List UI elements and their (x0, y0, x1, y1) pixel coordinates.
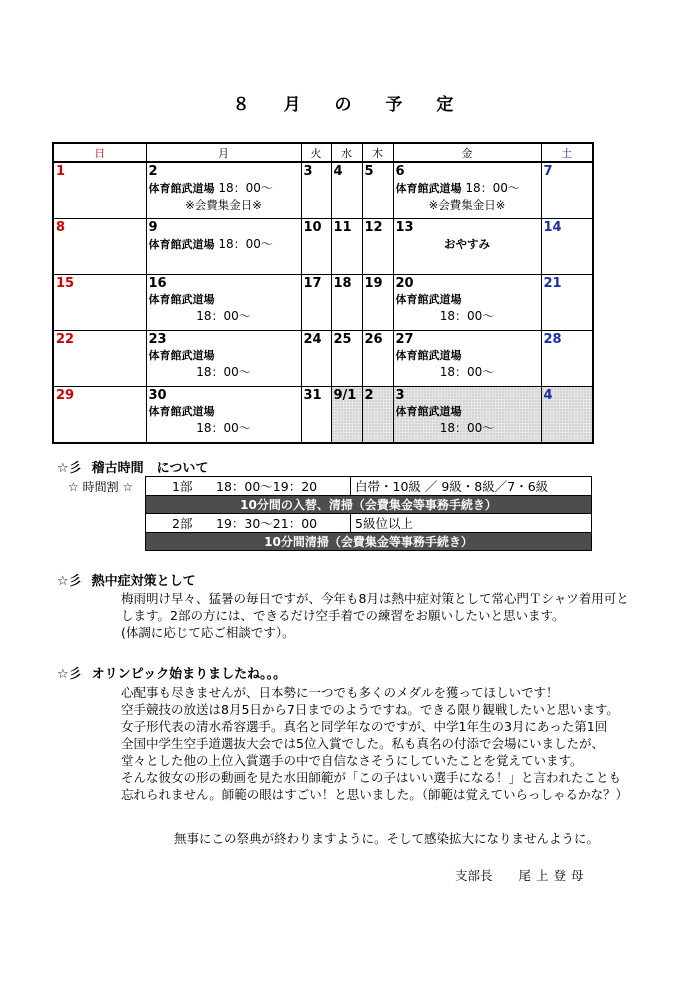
calendar-week-row (53, 162, 593, 219)
day-number: 5 (364, 164, 374, 179)
day-cell-next-month (541, 387, 593, 444)
header-thu: 木 (362, 143, 393, 162)
practice-venue: 体育館武道場 (395, 182, 462, 195)
header-sat: 土 (541, 143, 593, 162)
day-number: 4 (543, 388, 553, 403)
day-cell (541, 162, 593, 219)
header-sun: 日 (53, 143, 146, 162)
day-cell (146, 275, 301, 331)
section-practice-heading (57, 457, 208, 476)
section-heatstroke-heading (57, 570, 196, 589)
day-cell (393, 275, 541, 331)
holiday-note: おやすみ (444, 237, 490, 251)
day-cell (53, 162, 146, 219)
day-cell (393, 331, 541, 387)
part-time: 18：00～19：20 (216, 479, 318, 494)
day-cell (146, 162, 301, 219)
timetable-row (146, 514, 592, 533)
day-cell (362, 331, 393, 387)
day-number: 23 (148, 332, 167, 347)
calendar-week-row (53, 219, 593, 275)
day-number: 12 (364, 220, 383, 235)
section-olympic-heading (57, 663, 286, 682)
day-number: 2 (148, 164, 158, 179)
part-label: 1部 (172, 479, 193, 494)
practice-venue: 体育館武道場 (395, 293, 462, 306)
practice-venue: 体育館武道場 (148, 405, 215, 418)
timetable (145, 476, 592, 551)
practice-info (396, 180, 539, 197)
calendar-table (52, 142, 594, 444)
day-number: 22 (56, 332, 75, 347)
practice-time: 18：00～ (218, 181, 273, 195)
day-number: 11 (333, 220, 352, 235)
day-cell (331, 331, 362, 387)
day-cell (53, 387, 146, 444)
practice-venue: 体育館武道場 (395, 349, 462, 362)
day-cell (331, 219, 362, 275)
day-cell (301, 387, 331, 444)
paragraph-line: 心配事も尽きませんが、日本勢に一つでも多くのメダルを獲ってほしいです！ (121, 685, 559, 700)
day-cell (393, 219, 541, 275)
star-icon: ☆彡 (57, 667, 82, 682)
practice-venue: 体育館武道場 (395, 405, 462, 418)
practice-time: 18：00～ (196, 421, 251, 435)
practice-info (149, 236, 299, 253)
practice-venue: 体育館武道場 (148, 349, 215, 362)
day-cell (53, 219, 146, 275)
calendar-week-row (53, 387, 593, 444)
practice-time: 18：00～ (439, 309, 495, 323)
paragraph-line: 堂々とした他の上位入賞選手の中で自信なさそうにしていたことを覚えています。 (121, 753, 583, 768)
signature (455, 866, 589, 884)
day-number: 6 (395, 164, 405, 179)
day-number: 27 (395, 332, 414, 347)
day-cell (362, 219, 393, 275)
paragraph-line: そんな彼女の形の動画を見た水田師範が「この子はいい選手になる！」と言われたことも (121, 770, 622, 785)
day-number: 14 (543, 220, 562, 235)
day-cell (362, 162, 393, 219)
timetable-slot (146, 514, 351, 533)
day-cell (331, 162, 362, 219)
day-number: 20 (395, 276, 414, 291)
day-number: 2 (364, 388, 374, 403)
timetable-row (146, 533, 592, 551)
day-number: 10 (303, 220, 322, 235)
star-icon: ☆彡 (57, 461, 82, 476)
day-number: 1 (56, 164, 66, 179)
day-number: 26 (364, 332, 383, 347)
day-number: 16 (148, 276, 167, 291)
paragraph-line: 全国中学生空手道選抜大会では5位入賞でした。私も真名の付添で会場にいましたが、 (121, 736, 604, 751)
fee-note: ※会費集金日※ (185, 198, 262, 212)
day-cell-next-month (362, 387, 393, 444)
practice-time: 18：00～ (439, 421, 495, 435)
day-number: 30 (148, 388, 167, 403)
part-target: 白帯・10級 ／ 9級・8級／7・6級 (351, 477, 592, 496)
header-mon: 月 (146, 143, 301, 162)
day-number: 31 (303, 388, 322, 403)
paragraph-line: 梅雨明け早々、猛暑の毎日ですが、今年も8月は熱中症対策として常心門Ｔシャツ着用可と (121, 591, 629, 606)
timetable-row (146, 477, 592, 496)
timetable-row (146, 496, 592, 514)
header-tue: 火 (301, 143, 331, 162)
heatstroke-paragraph (121, 590, 629, 641)
calendar-week-row (53, 275, 593, 331)
day-number: 25 (333, 332, 352, 347)
day-cell (362, 275, 393, 331)
practice-time: 18：00～ (218, 237, 273, 251)
day-number: 9 (148, 220, 158, 235)
interval-bar: 10分間清掃（会費集金等事務手続き） (146, 533, 592, 551)
calendar-week-row (53, 331, 593, 387)
page-title: ８ 月 の 予 定 (232, 95, 468, 115)
day-number: 15 (56, 276, 75, 291)
day-number: 19 (364, 276, 383, 291)
day-number: 9/1 (333, 388, 357, 403)
day-cell-next-month (393, 387, 541, 444)
practice-time: 18：00～ (439, 365, 495, 379)
day-cell (301, 275, 331, 331)
paragraph-line: 空手競技の放送は8月5日から7日までのようですね。できる限り観戦したいと思います。 (121, 702, 619, 717)
signature-role: 支部長 (455, 868, 493, 883)
day-cell (146, 331, 301, 387)
day-number: 28 (543, 332, 562, 347)
day-cell (53, 331, 146, 387)
day-cell (301, 219, 331, 275)
day-cell (541, 275, 593, 331)
interval-bar: 10分間の入替、清掃（会費集金等事務手続き） (146, 496, 592, 514)
day-number: 7 (543, 164, 553, 179)
section-title: オリンピック始まりましたね。。。 (91, 667, 287, 682)
practice-time: 18：00～ (196, 309, 251, 323)
star-icon: ☆彡 (57, 574, 82, 589)
paragraph-line: 忘れられません。師範の眼はすごい！と思いました。（師範は覚えていらっしゃるかな？） (121, 787, 629, 802)
day-cell (331, 275, 362, 331)
day-cell (301, 331, 331, 387)
day-cell (146, 219, 301, 275)
day-cell (541, 219, 593, 275)
day-number: 24 (303, 332, 322, 347)
timetable-label: ☆ 時間割 ☆ (68, 480, 134, 494)
section-title: 稽古時間 について (91, 461, 209, 476)
day-cell (301, 162, 331, 219)
timetable-slot (146, 477, 351, 496)
closing-message: 無事にこの祭典が終わりますように。そして感染拡大になりませんように。 (174, 831, 600, 846)
day-number: 29 (56, 388, 75, 403)
day-number: 4 (333, 164, 343, 179)
part-time: 19：30～21：00 (216, 516, 318, 531)
section-title: 熱中症対策として (91, 574, 196, 589)
day-cell (146, 387, 301, 444)
day-number: 21 (543, 276, 562, 291)
day-number: 17 (303, 276, 322, 291)
day-number: 3 (395, 388, 405, 403)
paragraph-line: (体調に応じて応ご相談です）。 (121, 625, 295, 640)
olympic-paragraph (121, 684, 629, 803)
day-cell-next-month (331, 387, 362, 444)
day-number: 18 (333, 276, 352, 291)
practice-time: 18：00～ (196, 365, 251, 379)
header-wed: 水 (331, 143, 362, 162)
practice-info (149, 180, 299, 197)
practice-time: 18：00～ (465, 181, 520, 195)
paragraph-line: 女子形代表の清水希容選手。真名と同学年なのですが、中学1年生の3月にあった第1回 (121, 719, 608, 734)
practice-venue: 体育館武道場 (148, 182, 215, 195)
practice-venue: 体育館武道場 (148, 293, 215, 306)
part-label: 2部 (172, 516, 193, 531)
practice-venue: 体育館武道場 (148, 238, 215, 251)
day-number: 8 (56, 220, 66, 235)
signature-name: 尾上登母 (518, 868, 589, 883)
day-cell (541, 331, 593, 387)
fee-note: ※会費集金日※ (428, 198, 506, 212)
day-cell (393, 162, 541, 219)
calendar-header-row (53, 143, 593, 162)
day-number: 3 (303, 164, 313, 179)
header-fri: 金 (393, 143, 541, 162)
part-target: 5級位以上 (351, 514, 592, 533)
day-cell (53, 275, 146, 331)
day-number: 13 (395, 220, 414, 235)
paragraph-line: します。2部の方には、できるだけ空手着での練習をお願いしたいと思います。 (121, 608, 565, 623)
